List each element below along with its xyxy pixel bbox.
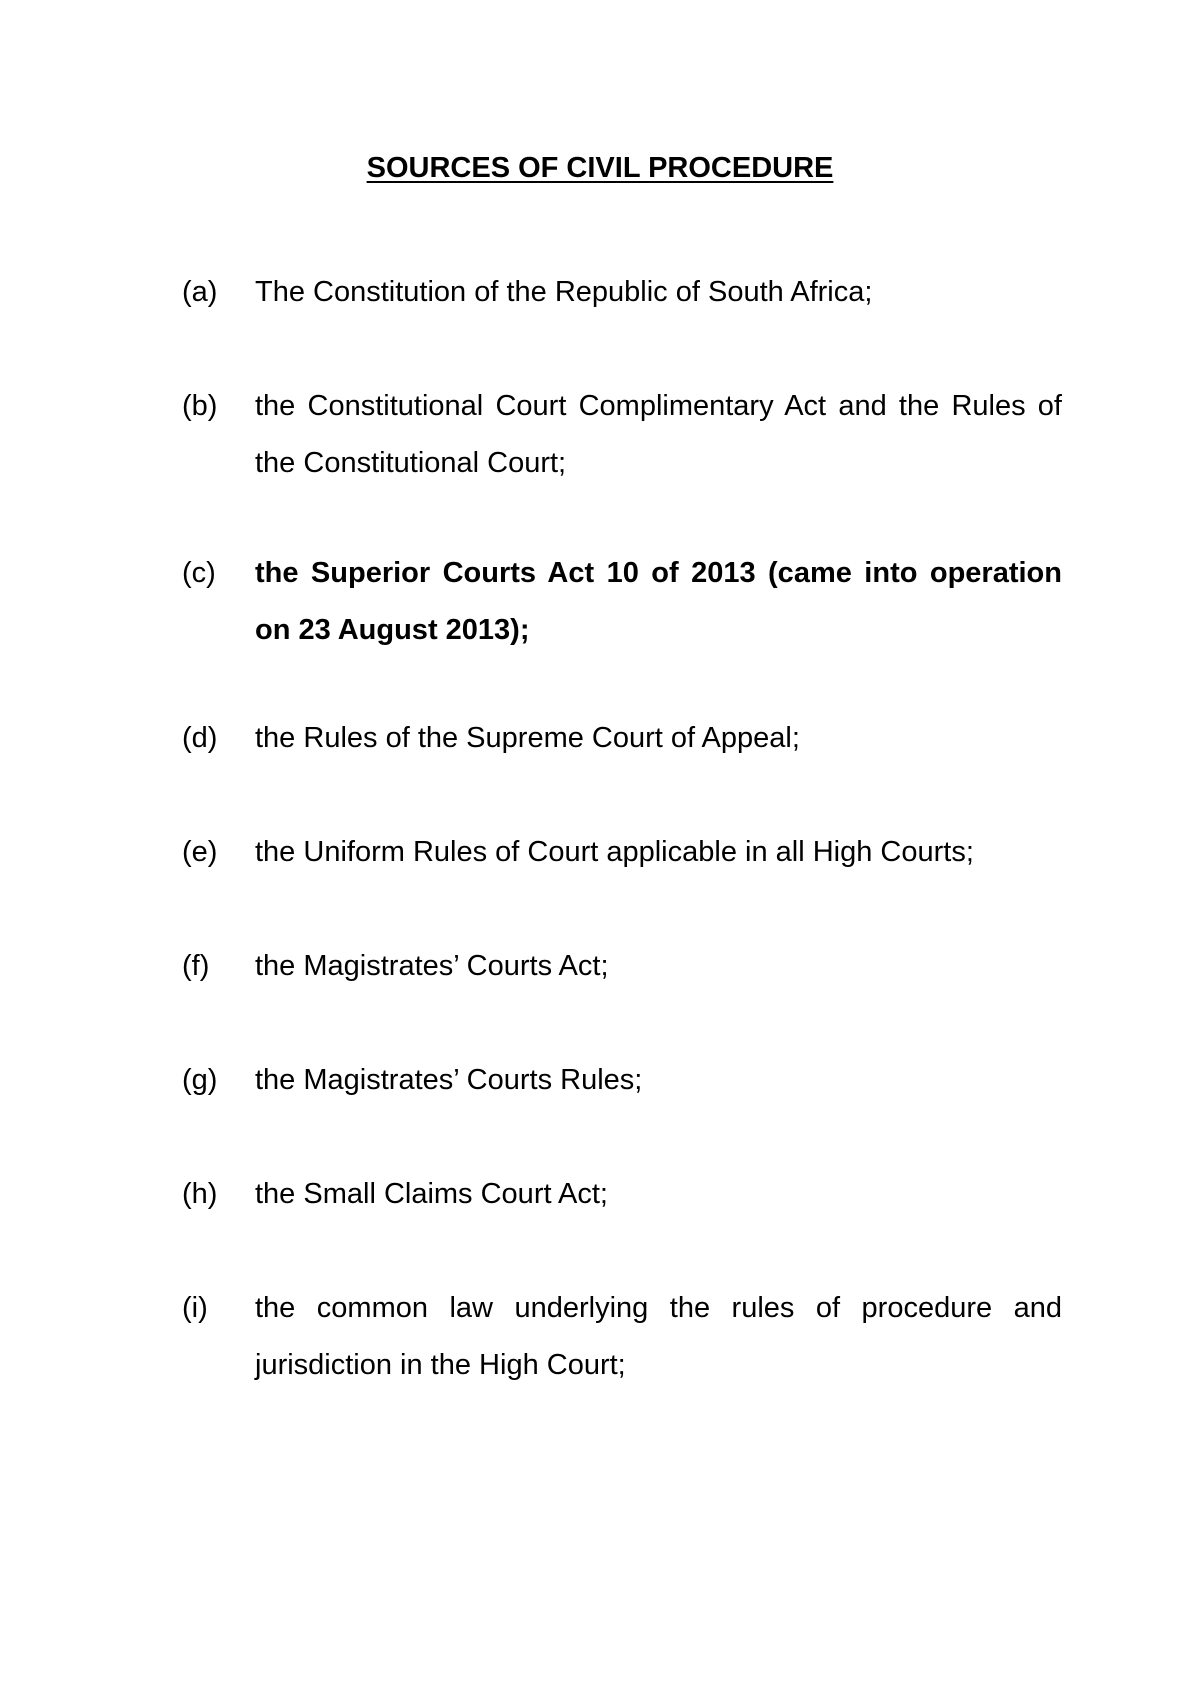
list-item-text: The Constitution of the Republic of South Africa;: [255, 276, 873, 308]
list-item-text: the Magistrates’ Courts Act;: [255, 950, 609, 982]
list-item-label: (f): [182, 950, 210, 982]
list-item-label: (h): [182, 1178, 218, 1210]
page-title-text: SOURCES OF CIVIL PROCEDURE: [366, 152, 834, 184]
list-item-text: the Superior Courts Act 10 of 2013 (came into operation on 23 August 2013);: [255, 557, 1062, 646]
list-item-label: (c): [182, 557, 216, 589]
list-item-text: the Constitutional Court Complimentary Act and the Rules of the Constitutional Court;: [255, 390, 1062, 479]
list-item-text: the common law underlying the rules of procedure and jurisdiction in the High Court;: [255, 1292, 1062, 1381]
list-item-label: (i): [182, 1292, 208, 1324]
list-item-label: (d): [182, 722, 218, 754]
list-item-label: (e): [182, 836, 218, 868]
list-item-text: the Rules of the Supreme Court of Appeal;: [255, 722, 800, 754]
list-item-text: the Uniform Rules of Court applicable in all High Courts;: [255, 836, 974, 868]
list-item-label: (b): [182, 390, 218, 422]
page-title: [0, 150, 1200, 186]
list-item-text: the Magistrates’ Courts Rules;: [255, 1064, 643, 1096]
list-item-text: the Small Claims Court Act;: [255, 1178, 608, 1210]
list-item-label: (a): [182, 276, 218, 308]
list-item-label: (g): [182, 1064, 218, 1096]
